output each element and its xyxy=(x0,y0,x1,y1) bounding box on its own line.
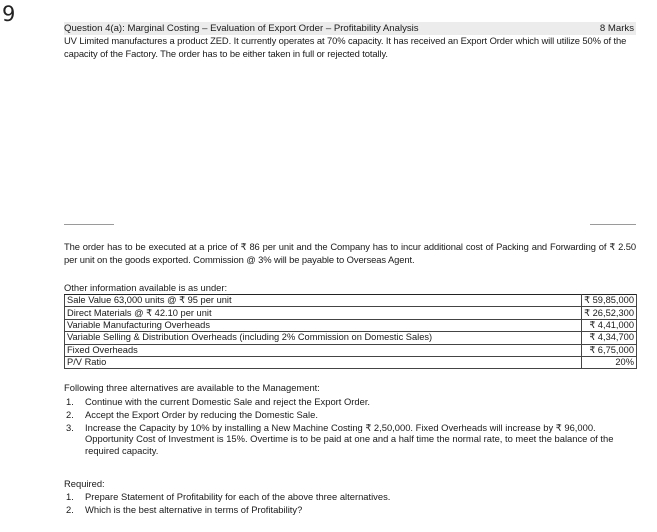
list-number: 3. xyxy=(66,421,74,433)
row-label: Sale Value 63,000 units @ ₹ 95 per unit xyxy=(65,295,582,307)
list-number: 2. xyxy=(66,408,74,420)
list-text: Continue with the current Domestic Sale and reject the Export Order. xyxy=(85,396,371,407)
cut-off-text-line xyxy=(64,524,624,532)
list-item xyxy=(64,396,636,408)
row-value: ₹ 26,52,300 xyxy=(582,307,637,319)
other-info-title: Other information available is as under: xyxy=(64,282,228,293)
row-value: ₹ 6,75,000 xyxy=(582,344,637,356)
row-value: ₹ 4,41,000 xyxy=(582,319,637,331)
row-value: ₹ 4,34,700 xyxy=(582,332,637,344)
list-text: Which is the best alternative in terms of Profitability? xyxy=(85,503,303,515)
table-row xyxy=(65,356,637,368)
section-divider-left xyxy=(64,224,114,225)
row-label: P/V Ratio xyxy=(65,356,582,368)
list-text: Prepare Statement of Profitability for each of the above three alternatives. xyxy=(85,491,391,502)
row-value: ₹ 59,85,000 xyxy=(582,295,637,307)
question-header xyxy=(64,22,636,35)
alternatives-intro: Following three alternatives are available to the Management: xyxy=(64,382,320,393)
table-row xyxy=(65,295,637,307)
row-label: Fixed Overheads xyxy=(65,344,582,356)
table-row xyxy=(65,332,637,344)
table-row xyxy=(65,319,637,331)
list-item xyxy=(64,504,636,516)
list-number: 2. xyxy=(66,503,74,515)
list-item xyxy=(64,409,636,421)
list-text: Increase the Capacity by 10% by installing a New Machine Costing ₹ 2,50,000. Fixed Overheads will increase by ₹ 96,000. Opportunity Cost of Investment is 15%. Overtime is to be paid at one and a half time the normal rate, to meet the balance of the required capacity. xyxy=(85,421,614,457)
section-divider-right xyxy=(590,224,636,225)
other-info-table xyxy=(64,294,637,369)
alternatives-list xyxy=(64,396,636,458)
row-label: Variable Manufacturing Overheads xyxy=(65,319,582,331)
export-order-paragraph: The order has to be executed at a price of ₹ 86 per unit and the Company has to incur additional cost of Packing and Forwarding of ₹ 2.50 per unit on the goods exported. Commission @ 3% will be payable to Overseas Agent. xyxy=(64,241,636,265)
required-list xyxy=(64,491,636,517)
list-text: Accept the Export Order by reducing the Domestic Sale. xyxy=(85,408,318,420)
question-intro: UV Limited manufactures a product ZED. It currently operates at 70% capacity. It has received an Export Order which will utilize 50% of the capacity of the Factory. The order has to be either taken in full or rejected totally. xyxy=(64,35,627,59)
list-number: 1. xyxy=(66,396,74,407)
question-title: Question 4(a): Marginal Costing – Evaluation of Export Order – Profitability Analysis xyxy=(64,23,419,34)
question-marks: 8 Marks xyxy=(599,23,634,34)
list-item xyxy=(64,422,636,457)
row-label: Variable Selling & Distribution Overheads (including 2% Commission on Domestic Sales) xyxy=(65,332,582,344)
row-label: Direct Materials @ ₹ 42.10 per unit xyxy=(65,307,582,319)
row-value: 20% xyxy=(582,356,637,368)
table-row xyxy=(65,344,637,356)
list-item xyxy=(64,491,636,503)
table-row xyxy=(65,307,637,319)
list-number: 1. xyxy=(66,491,74,502)
required-title: Required: xyxy=(64,478,105,489)
page-number: 9 xyxy=(2,2,16,26)
